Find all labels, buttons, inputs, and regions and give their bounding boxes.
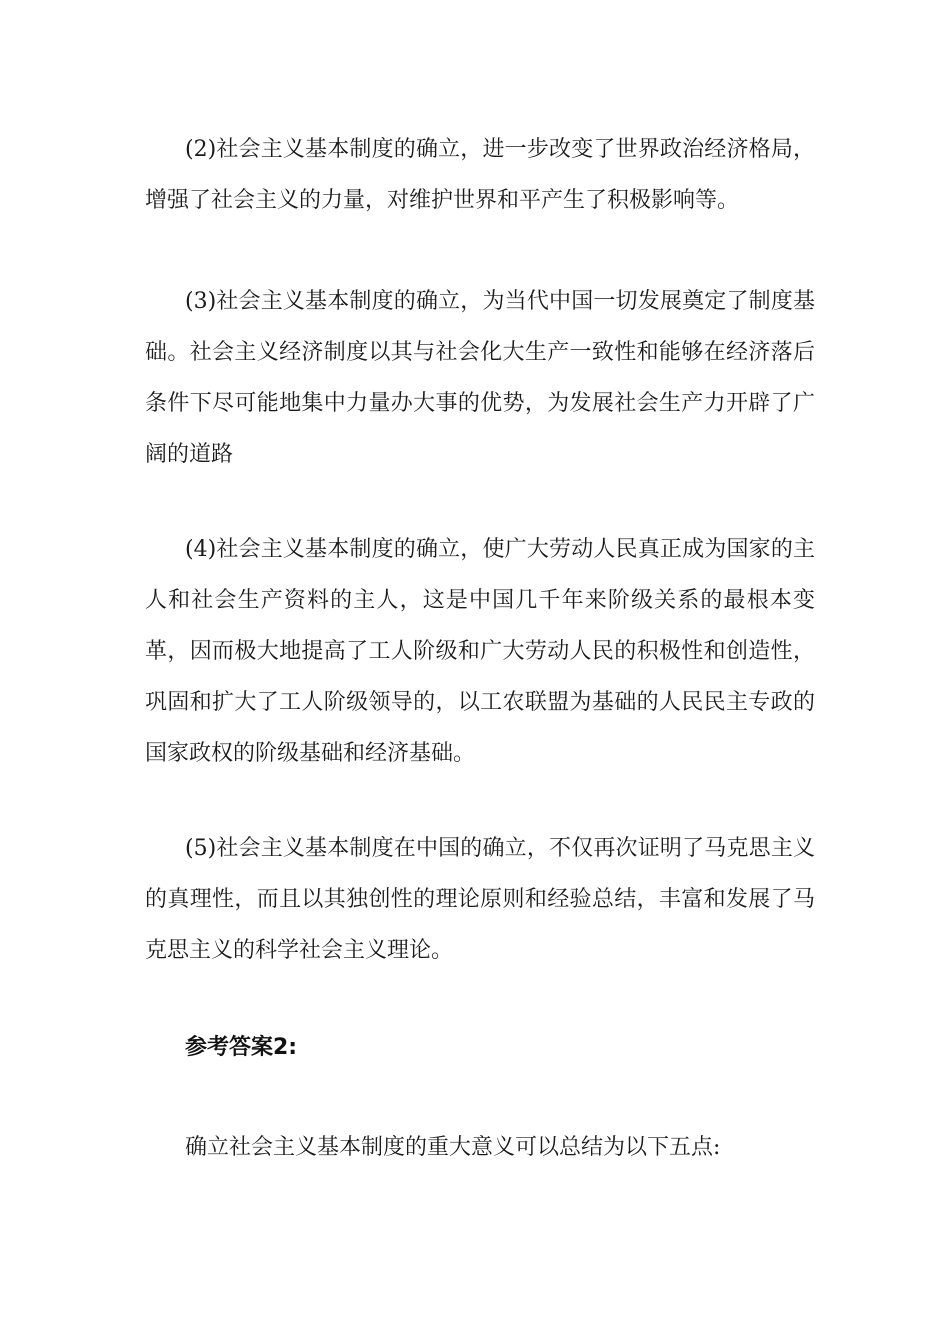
answer-heading: 参考答案2:: [185, 1035, 298, 1060]
paragraph-point-2: (2)社会主义基本制度的确立，进一步改变了世界政治经济格局，增强了社会主义的力量，对维护世界和平产生了积极影响等。: [145, 137, 815, 213]
paragraph-point-4: (4)社会主义基本制度的确立，使广大劳动人民真正成为国家的主人和社会生产资料的主人，这是中国几千年来阶级关系的最根本变革，因而极大地提高了工人阶级和广大劳动人民的积极性和创造性，巩固和扩大了工人阶级领导的，以工农联盟为基础的人民民主专政的国家政权的阶级基础和经济基础。: [145, 537, 815, 766]
paragraph-point-5: (5)社会主义基本制度在中国的确立，不仅再次证明了马克思主义的真理性，而且以其独创性的理论原则和经验总结，丰富和发展了马克思主义的科学社会主义理论。: [145, 836, 815, 963]
answer-intro: 确立社会主义基本制度的重大意义可以总结为以下五点:: [185, 1135, 721, 1160]
paragraph-point-3: (3)社会主义基本制度的确立，为当代中国一切发展奠定了制度基础。社会主义经济制度以其与社会化大生产一致性和能够在经济落后条件下尽可能地集中力量办大事的优势，为发展社会生产力开辟了广阔的道路: [145, 289, 815, 467]
